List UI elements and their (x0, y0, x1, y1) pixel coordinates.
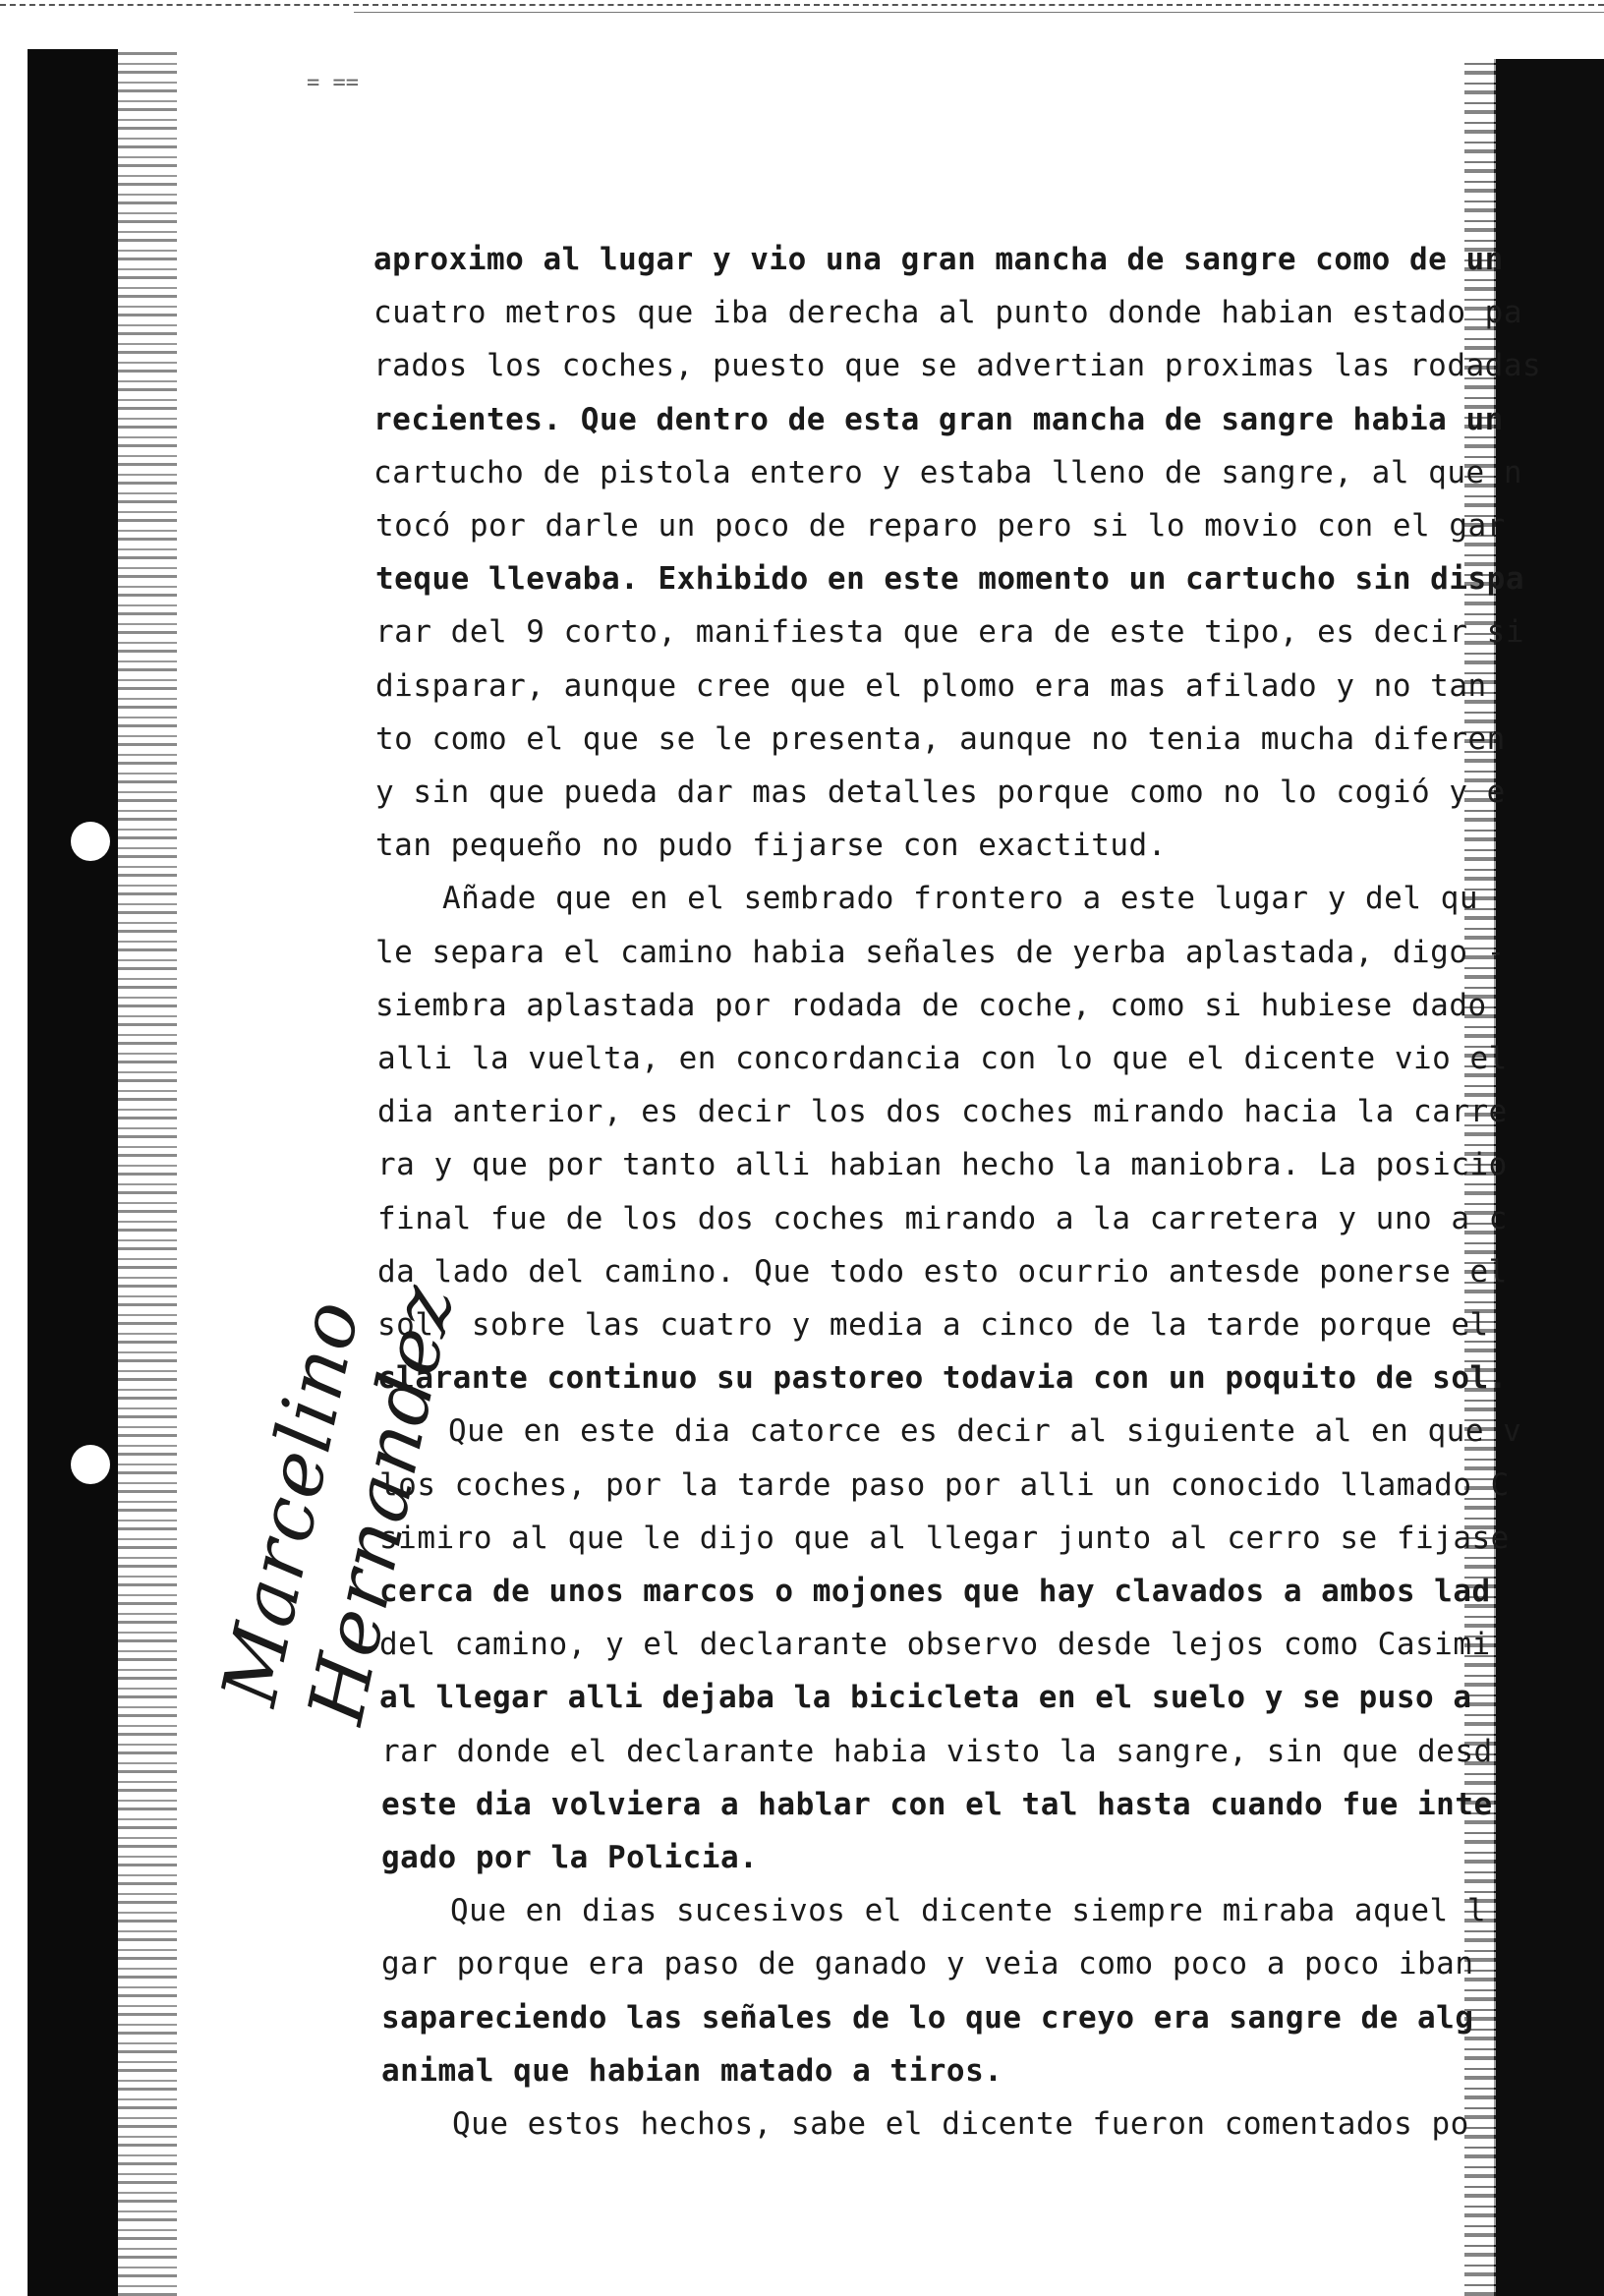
text-line: le separa el camino habia señales de yerba aplastada, digo - (375, 935, 1506, 970)
text-line: y sin que pueda dar mas detalles porque como no lo cogió y e (375, 775, 1506, 810)
text-line: rar donde el declarante habia visto la sangre, sin que desd (381, 1734, 1493, 1769)
right-edge-shadow (1494, 59, 1604, 2296)
text-line: ra y que por tanto alli habian hecho la maniobra. La posicio (377, 1147, 1508, 1182)
text-line: los coches, por la tarde paso por alli un conocido llamado C (379, 1467, 1510, 1503)
text-line: sapareciendo las señales de lo que creyo era sangre de alg (381, 2000, 1474, 2036)
text-line: teque llevaba. Exhibido en este momento un cartucho sin dispa (375, 561, 1524, 597)
text-line: animal que habian matado a tiros. (381, 2053, 1003, 2089)
left-binding-shadow (28, 49, 118, 2296)
text-line: Añade que en el sembrado frontero a este lugar y del qu (442, 881, 1478, 916)
text-line: este dia volviera a hablar con el tal hasta cuando fue inte (381, 1787, 1493, 1822)
text-line: siembra aplastada por rodada de coche, como si hubiese dado (375, 988, 1487, 1023)
text-line: dia anterior, es decir los dos coches mirando hacia la carre (377, 1094, 1508, 1129)
text-line: gado por la Policia. (381, 1840, 759, 1875)
text-line: simiro al que le dijo que al llegar junto al cerro se fijase (379, 1521, 1510, 1556)
text-line: da lado del camino. Que todo esto ocurrio antesde ponerse el (377, 1254, 1508, 1290)
text-line: tan pequeño no pudo fijarse con exactitud. (375, 828, 1167, 863)
handwritten-signature (177, 993, 472, 1732)
text-line: rar del 9 corto, manifiesta que era de este tipo, es decir si (375, 614, 1524, 650)
text-line: clarante continuo su pastoreo todavia con un poquito de sol. (377, 1360, 1508, 1396)
text-line: cuatro metros que iba derecha al punto donde habian estado pa (373, 295, 1522, 330)
text-line: Que en este dia catorce es decir al siguiente al en que v (448, 1413, 1522, 1449)
text-line: recientes. Que dentro de esta gran mancha de sangre habia un (373, 402, 1504, 437)
top-border-line (354, 12, 1604, 13)
text-line: del camino, y el declarante observo desde lejos como Casimi (379, 1627, 1491, 1662)
text-line: final fue de los dos coches mirando a la carretera y uno a c (377, 1201, 1508, 1236)
punch-hole-lower (71, 1445, 110, 1484)
punch-hole-upper (71, 822, 110, 861)
text-line: tocó por darle un poco de reparo pero si lo movio con el gar (375, 508, 1506, 544)
text-line: cerca de unos marcos o mojones que hay clavados a ambos lad (379, 1574, 1491, 1609)
left-binding-edge (118, 49, 177, 2296)
signature-text: Marcelino Hernandez (205, 1276, 472, 1732)
text-line: cartucho de pistola entero y estaba lleno de sangre, al que n (373, 455, 1522, 490)
text-line: al llegar alli dejaba la bicicleta en el suelo y se puso a (379, 1680, 1472, 1715)
text-line: aproximo al lugar y vio una gran mancha de sangre como de un (373, 242, 1504, 277)
text-line: disparar, aunque cree que el plomo era mas afilado y no tan (375, 668, 1487, 704)
text-line: sol, sobre las cuatro y media a cinco de la tarde porque el (377, 1307, 1489, 1343)
text-line: alli la vuelta, en concordancia con lo que el dicente vio el (377, 1041, 1508, 1076)
text-line: Que en dias sucesivos el dicente siempre miraba aquel l (450, 1893, 1486, 1928)
text-line: to como el que se le presenta, aunque no tenia mucha diferen (375, 721, 1506, 757)
margin-note: = == (307, 71, 359, 95)
top-border-rule (0, 4, 1604, 6)
text-line: Que estos hechos, sabe el dicente fueron comentados po (452, 2106, 1469, 2142)
text-line: gar porque era paso de ganado y veia como poco a poco iban (381, 1946, 1474, 1981)
text-line: rados los coches, puesto que se advertian proximas las rodadas (373, 348, 1542, 383)
